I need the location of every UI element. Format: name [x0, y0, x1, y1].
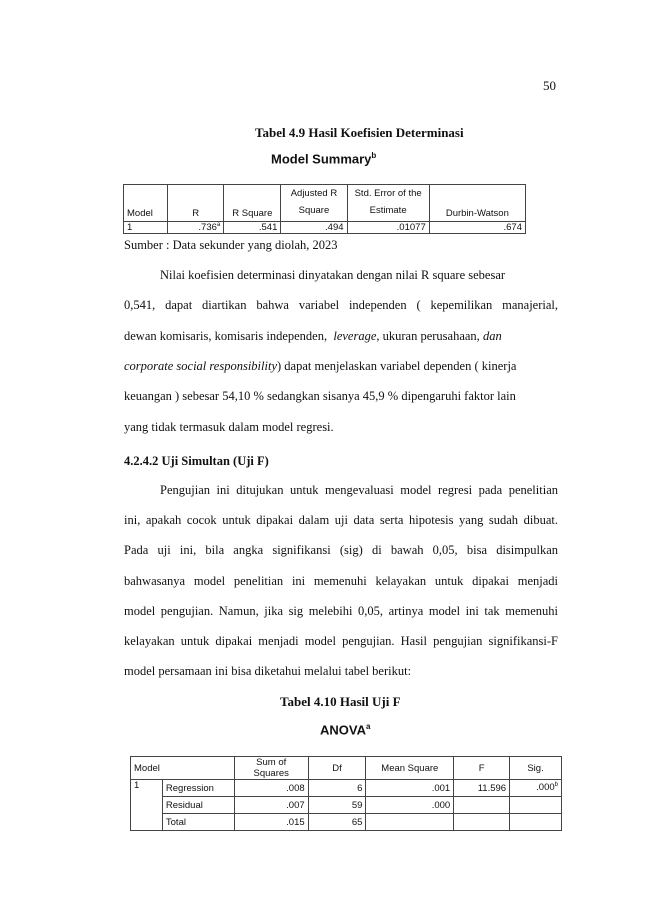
header-r-square — [224, 185, 281, 222]
header-durbin-watson — [429, 185, 525, 222]
anova-header-model: Model — [131, 757, 235, 780]
model-summary-title-sup: b — [371, 151, 377, 160]
para2-line7: model persamaan ini bisa diketahui melalui tabel berikut: — [124, 664, 412, 678]
para2-line6: kelayakan untuk dipakai menjadi model pengujian. Hasil pengujian signifikansi-F — [124, 634, 558, 648]
anova-regression-f: 11.596 — [454, 780, 510, 797]
para2-line5: model pengujian. Namun, jika sig melebihi 0,05, artinya model ini tak memenuhi — [124, 604, 558, 618]
header-adjusted-r-square — [281, 185, 347, 222]
anova-residual-ss: .007 — [234, 797, 308, 814]
anova-header-df: Df — [308, 757, 366, 780]
source-note: Sumber : Data sekunder yang diolah, 2023 — [124, 238, 338, 252]
cell-model: 1 — [124, 222, 168, 234]
cell-std-error: .01077 — [347, 222, 429, 234]
model-summary-table — [123, 184, 526, 234]
section-heading: 4.2.4.2 Uji Simultan (Uji F) — [124, 454, 269, 468]
anova-model-number: 1 — [131, 780, 163, 831]
header-model-text: Model — [127, 208, 153, 219]
header-adjusted-line1: Adjusted R — [290, 188, 338, 199]
anova-title — [320, 722, 370, 737]
anova-row-regression — [131, 780, 562, 797]
para1-line3-b: , ukuran perusahaan, — [376, 329, 480, 343]
para1-line5: keuangan ) sebesar 54,10 % sedangkan sisanya 45,9 % dipengaruhi faktor lain — [124, 389, 516, 403]
anova-total-label: Total — [162, 814, 234, 831]
cell-r-square: .541 — [224, 222, 281, 234]
para1-line1: Nilai koefisien determinasi dinyatakan dengan nilai R square sebesar — [160, 268, 506, 282]
anova-regression-label: Regression — [162, 780, 234, 797]
para1-dan: dan — [482, 329, 502, 343]
anova-total-sig — [510, 814, 562, 831]
anova-header-f: F — [454, 757, 510, 780]
para1-line2: 0,541, dapat diartikan bahwa variabel independen ( kepemilikan manajerial, — [124, 298, 558, 312]
model-summary-header-row — [124, 185, 526, 222]
header-std-error-line2: Estimate — [369, 205, 407, 216]
page-number: 50 — [543, 78, 556, 93]
anova-regression-sig-value: .000 — [536, 782, 555, 794]
model-summary-data-row — [124, 222, 526, 234]
para2-line3: Pada uji ini, bila angka signifikansi (sig) di bawah 0,05, bisa disimpulkan — [124, 543, 558, 557]
para1-line4-b: ) dapat menjelaskan variabel dependen ( kinerja — [277, 359, 517, 373]
header-model — [124, 185, 168, 222]
para1-leverage: leverage — [333, 329, 377, 343]
anova-row-residual — [131, 797, 562, 814]
anova-regression-ss: .008 — [234, 780, 308, 797]
anova-total-f — [454, 814, 510, 831]
anova-regression-ms: .001 — [366, 780, 454, 797]
cell-r — [168, 222, 224, 234]
table-4-10-caption: Tabel 4.10 Hasil Uji F — [280, 694, 401, 709]
anova-header-row — [131, 757, 562, 780]
para1-line3 — [124, 329, 558, 344]
anova-regression-sig — [510, 780, 562, 797]
anova-residual-ms: .000 — [366, 797, 454, 814]
table-4-9-caption: Tabel 4.9 Hasil Koefisien Determinasi — [255, 125, 464, 140]
anova-sig-sup: b — [554, 782, 558, 789]
header-r-text: R — [192, 208, 200, 219]
anova-residual-f — [454, 797, 510, 814]
para1-line3-a: dewan komisaris, komisaris independen, — [124, 329, 328, 343]
anova-header-sig: Sig. — [510, 757, 562, 780]
cell-r-value: .736 — [198, 222, 217, 234]
anova-residual-sig — [510, 797, 562, 814]
model-summary-title — [271, 151, 376, 166]
header-r — [168, 185, 224, 222]
para1-csr: corporate social responsibility — [124, 359, 277, 373]
header-std-error — [347, 185, 429, 222]
header-r-square-text: R Square — [232, 208, 273, 219]
anova-regression-df: 6 — [308, 780, 366, 797]
para2-line1: Pengujian ini ditujukan untuk mengevaluasi model regresi pada penelitian — [160, 483, 558, 497]
para2-line4: bahwasanya model penelitian ini memenuhi kelayakan untuk dipakai menjadi — [124, 574, 558, 588]
model-summary-title-text: Model Summary — [271, 151, 372, 167]
header-std-error-line1: Std. Error of the — [354, 188, 422, 199]
cell-adjusted-r-square: .494 — [281, 222, 347, 234]
anova-total-ms — [366, 814, 454, 831]
header-durbin-watson-text: Durbin-Watson — [445, 208, 509, 219]
cell-r-sup: a — [216, 222, 221, 228]
anova-residual-df: 59 — [308, 797, 366, 814]
anova-header-mean-square: Mean Square — [366, 757, 454, 780]
para1-line6: yang tidak termasuk dalam model regresi. — [124, 420, 334, 434]
para1-line4 — [124, 359, 558, 374]
anova-table — [130, 756, 562, 831]
anova-title-text: ANOVA — [320, 722, 366, 738]
anova-header-sum-of-squares: Sum of Squares — [234, 757, 308, 780]
anova-total-df: 65 — [308, 814, 366, 831]
cell-durbin-watson: .674 — [429, 222, 525, 234]
anova-row-total — [131, 814, 562, 831]
anova-residual-label: Residual — [162, 797, 234, 814]
header-adjusted-line2: Square — [298, 205, 330, 216]
anova-title-sup: a — [365, 722, 371, 731]
anova-total-ss: .015 — [234, 814, 308, 831]
para2-line2: ini, apakah cocok untuk dipakai dalam uji data serta hipotesis yang sudah dibuat. — [124, 513, 558, 527]
